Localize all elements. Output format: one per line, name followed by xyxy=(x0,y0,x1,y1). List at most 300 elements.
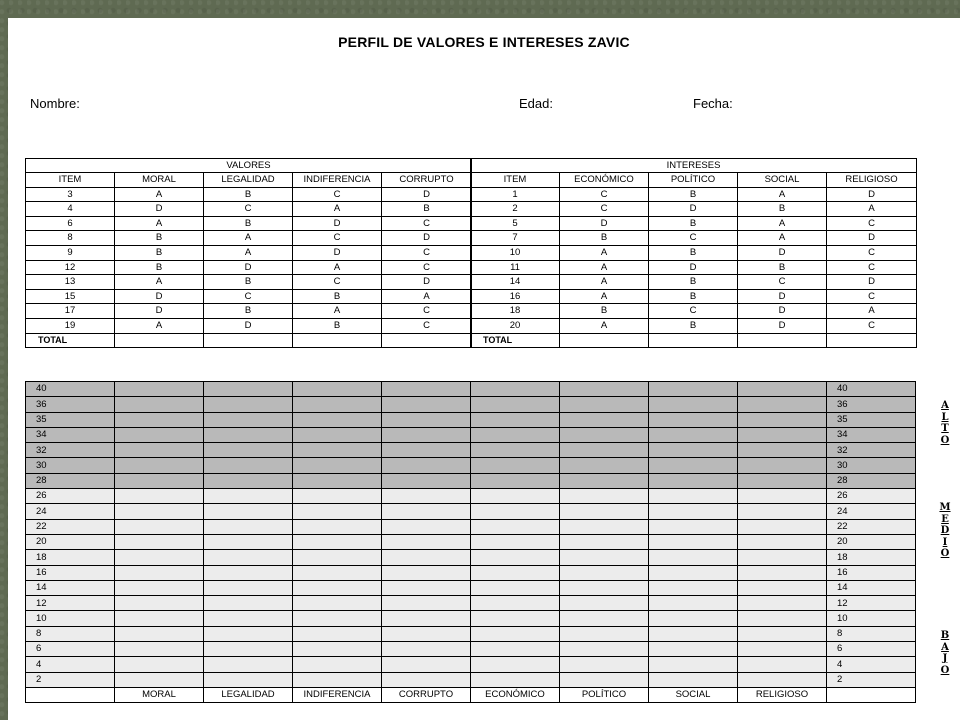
answer-cell: B xyxy=(293,318,382,333)
profile-row xyxy=(26,657,916,672)
plot-cell xyxy=(115,657,204,672)
table-row xyxy=(26,245,472,260)
plot-cell xyxy=(560,519,649,534)
column-header: ITEM xyxy=(471,173,560,188)
answer-cell: B xyxy=(560,231,649,246)
plot-cell xyxy=(649,580,738,595)
plot-cell xyxy=(738,519,827,534)
plot-cell xyxy=(560,626,649,641)
answer-cell: C xyxy=(382,260,472,275)
plot-cell xyxy=(115,642,204,657)
level-letter: I xyxy=(942,536,948,548)
plot-cell xyxy=(293,657,382,672)
scale-column-label: SOCIAL xyxy=(649,687,738,702)
valores-total-row xyxy=(26,333,472,348)
plot-cell xyxy=(204,596,293,611)
item-number: 4 xyxy=(26,202,115,217)
answer-cell: C xyxy=(827,260,917,275)
answer-cell: B xyxy=(204,275,293,290)
profile-row xyxy=(26,427,916,442)
answer-cell: A xyxy=(115,318,204,333)
plot-cell xyxy=(293,504,382,519)
form-sheet xyxy=(8,18,960,720)
plot-cell xyxy=(560,443,649,458)
profile-row xyxy=(26,412,916,427)
plot-cell xyxy=(293,642,382,657)
table-row xyxy=(471,289,917,304)
profile-row xyxy=(26,473,916,488)
scale-column-label: LEGALIDAD xyxy=(204,687,293,702)
score-label-right: 40 xyxy=(827,382,916,397)
plot-cell xyxy=(204,397,293,412)
answer-cell: D xyxy=(382,275,472,290)
intereses-group-header: INTERESES xyxy=(471,159,917,173)
plot-cell xyxy=(382,596,471,611)
plot-cell xyxy=(204,626,293,641)
plot-cell xyxy=(115,458,204,473)
answer-cell: C xyxy=(827,289,917,304)
plot-cell xyxy=(382,565,471,580)
score-label-left: 12 xyxy=(26,596,115,611)
answer-cell: D xyxy=(649,202,738,217)
plot-cell xyxy=(560,550,649,565)
profile-row xyxy=(26,642,916,657)
score-label-right: 34 xyxy=(827,427,916,442)
column-header: MORAL xyxy=(115,173,204,188)
table-row xyxy=(471,216,917,231)
plot-cell xyxy=(560,412,649,427)
plot-cell xyxy=(649,382,738,397)
plot-cell xyxy=(471,534,560,549)
plot-cell xyxy=(382,382,471,397)
plot-cell xyxy=(738,427,827,442)
table-row xyxy=(471,304,917,319)
plot-cell xyxy=(560,427,649,442)
plot-cell xyxy=(382,534,471,549)
plot-cell xyxy=(471,550,560,565)
answer-cell: D xyxy=(738,245,827,260)
score-label-right: 16 xyxy=(827,565,916,580)
plot-cell xyxy=(560,458,649,473)
plot-cell xyxy=(204,382,293,397)
answer-cell: B xyxy=(738,202,827,217)
level-letter: J xyxy=(942,653,948,664)
scale-column-label: MORAL xyxy=(115,687,204,702)
score-label-right: 12 xyxy=(827,596,916,611)
plot-cell xyxy=(471,427,560,442)
plot-cell xyxy=(471,397,560,412)
item-number: 20 xyxy=(471,318,560,333)
answer-cell: D xyxy=(738,318,827,333)
column-header: CORRUPTO xyxy=(382,173,472,188)
score-label-right: 36 xyxy=(827,397,916,412)
column-header: POLÍTICO xyxy=(649,173,738,188)
answer-cell: D xyxy=(827,275,917,290)
plot-cell xyxy=(649,504,738,519)
answer-cell: B xyxy=(649,289,738,304)
item-number: 10 xyxy=(471,245,560,260)
answer-cell: B xyxy=(204,304,293,319)
plot-cell xyxy=(649,657,738,672)
item-number: 7 xyxy=(471,231,560,246)
plot-cell xyxy=(293,550,382,565)
plot-cell xyxy=(649,672,738,687)
plot-cell xyxy=(738,412,827,427)
plot-cell xyxy=(560,489,649,504)
answer-cell: B xyxy=(115,260,204,275)
score-label-right: 24 xyxy=(827,504,916,519)
profile-row xyxy=(26,534,916,549)
valores-group-row xyxy=(26,159,472,173)
answer-cell: C xyxy=(382,216,472,231)
plot-cell xyxy=(382,580,471,595)
answer-cell: D xyxy=(115,289,204,304)
plot-cell xyxy=(204,489,293,504)
profile-row xyxy=(26,458,916,473)
table-row xyxy=(471,318,917,333)
plot-cell xyxy=(471,580,560,595)
scale-column-label: RELIGIOSO xyxy=(738,687,827,702)
answer-cell: B xyxy=(115,231,204,246)
total-value-cell xyxy=(382,333,472,348)
profile-chart-table xyxy=(25,381,916,703)
plot-cell xyxy=(560,473,649,488)
plot-cell xyxy=(649,642,738,657)
answer-cell: B xyxy=(115,245,204,260)
answer-cell: A xyxy=(115,187,204,202)
answer-cell: C xyxy=(382,304,472,319)
plot-cell xyxy=(738,382,827,397)
plot-cell xyxy=(293,580,382,595)
plot-cell xyxy=(115,626,204,641)
answer-cell: B xyxy=(293,289,382,304)
total-value-cell xyxy=(560,333,649,348)
plot-cell xyxy=(738,397,827,412)
answer-cell: A xyxy=(560,318,649,333)
score-label-right: 35 xyxy=(827,412,916,427)
plot-cell xyxy=(115,412,204,427)
score-label-right: 4 xyxy=(827,657,916,672)
score-label-left: 4 xyxy=(26,657,115,672)
plot-cell xyxy=(649,565,738,580)
plot-cell xyxy=(649,427,738,442)
plot-cell xyxy=(738,534,827,549)
plot-cell xyxy=(471,596,560,611)
plot-cell xyxy=(560,397,649,412)
plot-cell xyxy=(560,580,649,595)
table-row xyxy=(26,231,472,246)
table-row xyxy=(471,187,917,202)
plot-cell xyxy=(560,596,649,611)
answer-cell: A xyxy=(115,216,204,231)
plot-cell xyxy=(382,550,471,565)
score-label-right: 32 xyxy=(827,443,916,458)
item-number: 16 xyxy=(471,289,560,304)
total-value-cell xyxy=(827,333,917,348)
answer-cell: A xyxy=(560,275,649,290)
level-letter: O xyxy=(940,664,950,676)
answer-cell: A xyxy=(738,216,827,231)
answer-cell: A xyxy=(738,231,827,246)
answer-cell: A xyxy=(738,187,827,202)
answer-cell: B xyxy=(382,202,472,217)
date-field-label: Fecha: xyxy=(693,96,733,111)
score-label-right: 18 xyxy=(827,550,916,565)
plot-cell xyxy=(115,382,204,397)
answer-cell: C xyxy=(382,245,472,260)
score-label-left: 2 xyxy=(26,672,115,687)
plot-cell xyxy=(560,382,649,397)
plot-cell xyxy=(471,504,560,519)
intereses-header-row xyxy=(471,173,917,188)
answer-cell: D xyxy=(293,245,382,260)
profile-row xyxy=(26,580,916,595)
answer-cell: D xyxy=(827,187,917,202)
answer-cell: A xyxy=(293,202,382,217)
plot-cell xyxy=(115,473,204,488)
answer-cell: C xyxy=(560,187,649,202)
plot-cell xyxy=(204,672,293,687)
score-label-right: 28 xyxy=(827,473,916,488)
profile-row xyxy=(26,596,916,611)
plot-cell xyxy=(382,412,471,427)
plot-cell xyxy=(382,519,471,534)
level-letter: M xyxy=(939,502,951,513)
level-letter: A xyxy=(941,400,949,411)
score-label-right: 14 xyxy=(827,580,916,595)
answer-cell: C xyxy=(827,318,917,333)
name-field-label: Nombre: xyxy=(30,96,80,111)
plot-cell xyxy=(382,397,471,412)
plot-cell xyxy=(471,611,560,626)
answer-cell: A xyxy=(293,304,382,319)
item-number: 19 xyxy=(26,318,115,333)
plot-cell xyxy=(293,534,382,549)
profile-row xyxy=(26,489,916,504)
scale-column-label: INDIFERENCIA xyxy=(293,687,382,702)
plot-cell xyxy=(560,672,649,687)
plot-cell xyxy=(471,473,560,488)
level-letter: B xyxy=(940,630,950,641)
plot-cell xyxy=(382,473,471,488)
plot-cell xyxy=(204,412,293,427)
item-number: 3 xyxy=(26,187,115,202)
plot-cell xyxy=(382,504,471,519)
plot-cell xyxy=(649,489,738,504)
table-row xyxy=(26,304,472,319)
plot-cell xyxy=(204,657,293,672)
scale-column-label: CORRUPTO xyxy=(382,687,471,702)
level-letter: L xyxy=(941,411,949,423)
answer-cell: B xyxy=(649,216,738,231)
plot-cell xyxy=(204,458,293,473)
answer-cell: C xyxy=(204,202,293,217)
plot-cell xyxy=(293,412,382,427)
profile-row xyxy=(26,672,916,687)
plot-cell xyxy=(204,473,293,488)
score-label-left: 35 xyxy=(26,412,115,427)
column-header: ITEM xyxy=(26,173,115,188)
plot-cell xyxy=(649,412,738,427)
plot-cell xyxy=(738,580,827,595)
item-number: 18 xyxy=(471,304,560,319)
answer-cell: B xyxy=(649,318,738,333)
total-value-cell xyxy=(115,333,204,348)
plot-cell xyxy=(204,443,293,458)
plot-cell xyxy=(293,473,382,488)
level-letter: D xyxy=(940,525,950,536)
answer-cell: A xyxy=(827,304,917,319)
answer-cell: D xyxy=(382,231,472,246)
total-label: TOTAL xyxy=(471,333,560,348)
score-label-right: 6 xyxy=(827,642,916,657)
total-label: TOTAL xyxy=(26,333,115,348)
plot-cell xyxy=(115,534,204,549)
plot-cell xyxy=(649,473,738,488)
plot-cell xyxy=(382,672,471,687)
item-number: 13 xyxy=(26,275,115,290)
plot-cell xyxy=(382,642,471,657)
level-letter: O xyxy=(940,548,950,559)
score-label-left: 28 xyxy=(26,473,115,488)
intereses-total-row xyxy=(471,333,917,348)
total-value-cell xyxy=(293,333,382,348)
score-label-left: 22 xyxy=(26,519,115,534)
score-label-right: 8 xyxy=(827,626,916,641)
table-row xyxy=(471,245,917,260)
plot-cell xyxy=(471,642,560,657)
answer-cell: C xyxy=(382,318,472,333)
score-label-left: 24 xyxy=(26,504,115,519)
score-label-left: 26 xyxy=(26,489,115,504)
plot-cell xyxy=(204,580,293,595)
answer-cell: B xyxy=(738,260,827,275)
profile-footer-row xyxy=(26,687,916,702)
score-label-left: 16 xyxy=(26,565,115,580)
plot-cell xyxy=(115,550,204,565)
plot-cell xyxy=(560,611,649,626)
plot-cell xyxy=(649,519,738,534)
item-number: 1 xyxy=(471,187,560,202)
table-row xyxy=(471,231,917,246)
intereses-table xyxy=(470,158,917,348)
total-value-cell xyxy=(738,333,827,348)
plot-cell xyxy=(560,534,649,549)
level-letter: A xyxy=(941,641,949,653)
plot-cell xyxy=(560,504,649,519)
answer-cell: B xyxy=(204,187,293,202)
age-field-label: Edad: xyxy=(519,96,553,111)
plot-cell xyxy=(115,443,204,458)
valores-group-header: VALORES xyxy=(26,159,472,173)
table-row xyxy=(26,202,472,217)
profile-row xyxy=(26,626,916,641)
profile-row xyxy=(26,519,916,534)
plot-cell xyxy=(204,611,293,626)
score-label-left: 40 xyxy=(26,382,115,397)
answer-cell: D xyxy=(115,304,204,319)
plot-cell xyxy=(649,626,738,641)
item-number: 8 xyxy=(26,231,115,246)
table-row xyxy=(26,318,472,333)
plot-cell xyxy=(738,565,827,580)
valores-table xyxy=(25,158,472,348)
answer-cell: D xyxy=(827,231,917,246)
answer-cell: C xyxy=(649,304,738,319)
table-row xyxy=(26,275,472,290)
plot-cell xyxy=(649,458,738,473)
answer-cell: D xyxy=(293,216,382,231)
score-label-left: 32 xyxy=(26,443,115,458)
score-label-left: 14 xyxy=(26,580,115,595)
plot-cell xyxy=(560,565,649,580)
profile-row xyxy=(26,565,916,580)
answer-cell: D xyxy=(382,187,472,202)
item-number: 17 xyxy=(26,304,115,319)
plot-cell xyxy=(293,382,382,397)
profile-row xyxy=(26,504,916,519)
answer-cell: B xyxy=(649,187,738,202)
answer-cell: A xyxy=(382,289,472,304)
table-row xyxy=(471,202,917,217)
score-label-right: 26 xyxy=(827,489,916,504)
score-label-left: 6 xyxy=(26,642,115,657)
column-header: SOCIAL xyxy=(738,173,827,188)
plot-cell xyxy=(649,397,738,412)
plot-cell xyxy=(471,657,560,672)
item-number: 14 xyxy=(471,275,560,290)
plot-cell xyxy=(738,458,827,473)
plot-cell xyxy=(293,458,382,473)
plot-cell xyxy=(204,565,293,580)
table-row xyxy=(26,289,472,304)
answer-cell: A xyxy=(560,245,649,260)
plot-cell xyxy=(204,519,293,534)
plot-cell xyxy=(738,642,827,657)
intereses-group-row xyxy=(471,159,917,173)
plot-cell xyxy=(382,443,471,458)
answer-cell: B xyxy=(649,275,738,290)
plot-cell xyxy=(293,596,382,611)
answer-cell: C xyxy=(560,202,649,217)
plot-cell xyxy=(293,519,382,534)
plot-cell xyxy=(738,489,827,504)
plot-cell xyxy=(293,626,382,641)
answer-cell: C xyxy=(293,187,382,202)
plot-cell xyxy=(471,412,560,427)
plot-cell xyxy=(649,443,738,458)
score-label-left: 34 xyxy=(26,427,115,442)
score-label-left: 18 xyxy=(26,550,115,565)
plot-cell xyxy=(738,443,827,458)
item-number: 2 xyxy=(471,202,560,217)
plot-cell xyxy=(115,580,204,595)
answer-cell: C xyxy=(293,275,382,290)
answer-cell: C xyxy=(827,245,917,260)
table-row xyxy=(471,275,917,290)
plot-cell xyxy=(560,642,649,657)
column-header: ECONÓMICO xyxy=(560,173,649,188)
plot-cell xyxy=(382,626,471,641)
profile-row xyxy=(26,382,916,397)
profile-row xyxy=(26,611,916,626)
plot-cell xyxy=(649,534,738,549)
table-row xyxy=(471,260,917,275)
plot-cell xyxy=(382,657,471,672)
footer-blank-cell xyxy=(827,687,916,702)
plot-cell xyxy=(204,534,293,549)
answer-cell: A xyxy=(204,245,293,260)
